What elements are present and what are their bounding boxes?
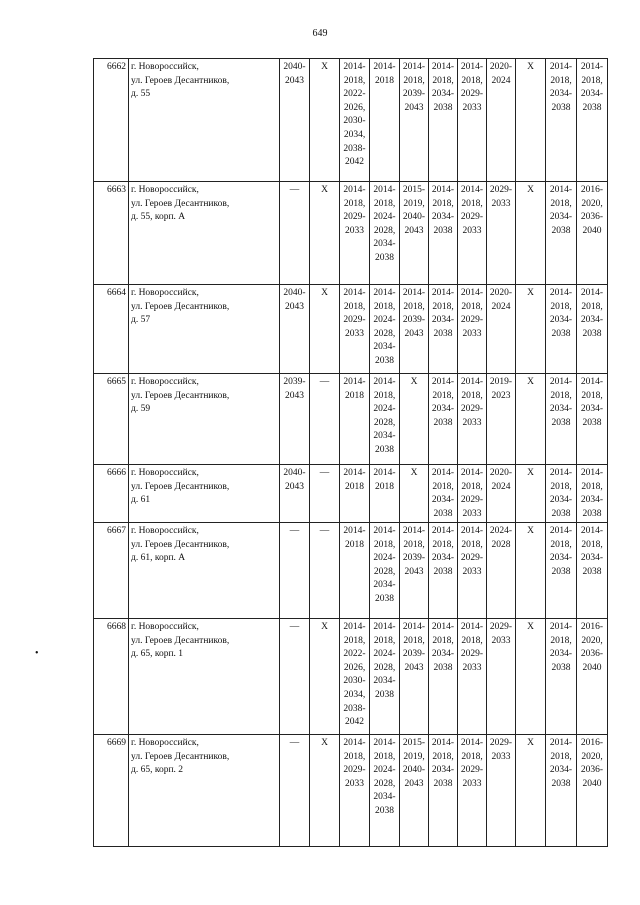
period-cell: 2014- 2018, 2034- 2038: [546, 182, 577, 285]
period-cell: 2014- 2018, 2034- 2038: [577, 285, 608, 374]
period-cell: Х: [310, 182, 340, 285]
period-cell: 2014- 2018, 2024- 2028, 2034- 2038: [370, 285, 400, 374]
period-cell: Х: [400, 465, 429, 523]
period-cell: 2014- 2018, 2039- 2043: [400, 619, 429, 735]
table-row: [94, 465, 608, 523]
period-cell: 2014- 2018, 2029- 2033: [340, 735, 370, 847]
period-cell: 2040- 2043: [280, 59, 310, 182]
period-cell: Х: [310, 59, 340, 182]
row-number: 6667: [94, 523, 129, 619]
period-cell: Х: [516, 523, 546, 619]
table-body: [94, 59, 608, 847]
row-number: 6669: [94, 735, 129, 847]
period-cell: 2014- 2018, 2034- 2038: [546, 735, 577, 847]
period-cell: 2016- 2020, 2036- 2040: [577, 735, 608, 847]
period-cell: Х: [400, 374, 429, 465]
period-cell: 2040- 2043: [280, 465, 310, 523]
period-cell: 2014- 2018, 2034- 2038: [577, 523, 608, 619]
period-cell: 2014- 2018: [340, 465, 370, 523]
period-cell: 2020- 2024: [487, 285, 516, 374]
period-cell: Х: [310, 285, 340, 374]
period-cell: 2014- 2018, 2034- 2038: [546, 59, 577, 182]
row-number: 6668: [94, 619, 129, 735]
period-cell: Х: [310, 619, 340, 735]
period-cell: 2029- 2033: [487, 735, 516, 847]
period-cell: 2014- 2018, 2024- 2028, 2034- 2038: [370, 619, 400, 735]
period-cell: 2014- 2018, 2029- 2033: [458, 285, 487, 374]
period-cell: 2014- 2018, 2034- 2038: [546, 523, 577, 619]
period-cell: Х: [516, 735, 546, 847]
period-cell: Х: [516, 465, 546, 523]
address-cell: г. Новороссийск, ул. Героев Десантников, д. 55, корп. А: [129, 182, 280, 285]
period-cell: 2014- 2018: [370, 59, 400, 182]
period-cell: 2014- 2018, 2034- 2038: [429, 285, 458, 374]
period-cell: 2014- 2018, 2039- 2043: [400, 59, 429, 182]
table-row: [94, 374, 608, 465]
period-cell: 2014- 2018, 2024- 2028, 2034- 2038: [370, 523, 400, 619]
period-cell: 2014- 2018, 2022- 2026, 2030- 2034, 2038- 2042: [340, 619, 370, 735]
table-row: [94, 619, 608, 735]
period-cell: 2014- 2018, 2029- 2033: [458, 182, 487, 285]
period-cell: 2039- 2043: [280, 374, 310, 465]
period-cell: 2029- 2033: [487, 619, 516, 735]
row-number: 6662: [94, 59, 129, 182]
period-cell: 2014- 2018, 2039- 2043: [400, 285, 429, 374]
period-cell: 2020- 2024: [487, 465, 516, 523]
address-cell: г. Новороссийск, ул. Героев Десантников, д. 61: [129, 465, 280, 523]
address-cell: г. Новороссийск, ул. Героев Десантников, д. 59: [129, 374, 280, 465]
period-cell: 2014- 2018, 2034- 2038: [546, 374, 577, 465]
period-cell: 2014- 2018, 2034- 2038: [546, 465, 577, 523]
period-cell: Х: [516, 59, 546, 182]
row-number: 6663: [94, 182, 129, 285]
period-cell: Х: [516, 182, 546, 285]
period-cell: 2014- 2018, 2034- 2038: [429, 182, 458, 285]
period-cell: 2015- 2019, 2040- 2043: [400, 735, 429, 847]
period-cell: 2015- 2019, 2040- 2043: [400, 182, 429, 285]
period-cell: Х: [310, 735, 340, 847]
period-cell: 2014- 2018, 2034- 2038: [577, 59, 608, 182]
row-number: 6666: [94, 465, 129, 523]
period-cell: 2014- 2018: [340, 523, 370, 619]
period-cell: 2040- 2043: [280, 285, 310, 374]
period-cell: Х: [516, 374, 546, 465]
period-cell: 2014- 2018, 2034- 2038: [429, 735, 458, 847]
period-cell: —: [310, 523, 340, 619]
period-cell: 2014- 2018, 2029- 2033: [458, 523, 487, 619]
period-cell: 2014- 2018, 2029- 2033: [458, 735, 487, 847]
table-row: [94, 523, 608, 619]
row-number: 6664: [94, 285, 129, 374]
period-cell: Х: [516, 619, 546, 735]
period-cell: 2014- 2018: [370, 465, 400, 523]
period-cell: 2016- 2020, 2036- 2040: [577, 619, 608, 735]
period-cell: 2014- 2018, 2034- 2038: [429, 59, 458, 182]
period-cell: 2019- 2023: [487, 374, 516, 465]
period-cell: 2014- 2018, 2034- 2038: [429, 523, 458, 619]
period-cell: 2014- 2018, 2034- 2038: [429, 374, 458, 465]
period-cell: 2014- 2018, 2034- 2038: [546, 619, 577, 735]
period-cell: —: [280, 182, 310, 285]
period-cell: —: [310, 465, 340, 523]
period-cell: 2014- 2018, 2034- 2038: [577, 465, 608, 523]
register-table: [93, 58, 608, 847]
table-row: [94, 182, 608, 285]
table-row: [94, 285, 608, 374]
period-cell: 2020- 2024: [487, 59, 516, 182]
period-cell: 2014- 2018: [340, 374, 370, 465]
period-cell: Х: [516, 285, 546, 374]
period-cell: 2024- 2028: [487, 523, 516, 619]
period-cell: 2014- 2018, 2029- 2033: [340, 182, 370, 285]
address-cell: г. Новороссийск, ул. Героев Десантников, д. 65, корп. 1: [129, 619, 280, 735]
period-cell: —: [310, 374, 340, 465]
table-row: [94, 59, 608, 182]
period-cell: 2014- 2018, 2029- 2033: [458, 465, 487, 523]
period-cell: 2014- 2018, 2034- 2038: [429, 465, 458, 523]
period-cell: 2014- 2018, 2029- 2033: [458, 374, 487, 465]
period-cell: 2029- 2033: [487, 182, 516, 285]
period-cell: 2014- 2018, 2034- 2038: [429, 619, 458, 735]
address-cell: г. Новороссийск, ул. Героев Десантников, д. 61, корп. А: [129, 523, 280, 619]
period-cell: 2014- 2018, 2034- 2038: [577, 374, 608, 465]
row-number: 6665: [94, 374, 129, 465]
period-cell: 2014- 2018, 2022- 2026, 2030- 2034, 2038- 2042: [340, 59, 370, 182]
address-cell: г. Новороссийск, ул. Героев Десантников, д. 57: [129, 285, 280, 374]
period-cell: 2014- 2018, 2024- 2028, 2034- 2038: [370, 374, 400, 465]
page-number: 649: [312, 28, 328, 39]
period-cell: —: [280, 619, 310, 735]
period-cell: —: [280, 523, 310, 619]
period-cell: 2014- 2018, 2039- 2043: [400, 523, 429, 619]
period-cell: —: [280, 735, 310, 847]
table-row: [94, 735, 608, 847]
period-cell: 2014- 2018, 2024- 2028, 2034- 2038: [370, 182, 400, 285]
period-cell: 2014- 2018, 2034- 2038: [546, 285, 577, 374]
period-cell: 2014- 2018, 2024- 2028, 2034- 2038: [370, 735, 400, 847]
stray-mark: •: [35, 648, 39, 659]
period-cell: 2014- 2018, 2029- 2033: [458, 59, 487, 182]
period-cell: 2014- 2018, 2029- 2033: [458, 619, 487, 735]
address-cell: г. Новороссийск, ул. Героев Десантников, д. 55: [129, 59, 280, 182]
period-cell: 2016- 2020, 2036- 2040: [577, 182, 608, 285]
period-cell: 2014- 2018, 2029- 2033: [340, 285, 370, 374]
address-cell: г. Новороссийск, ул. Героев Десантников, д. 65, корп. 2: [129, 735, 280, 847]
